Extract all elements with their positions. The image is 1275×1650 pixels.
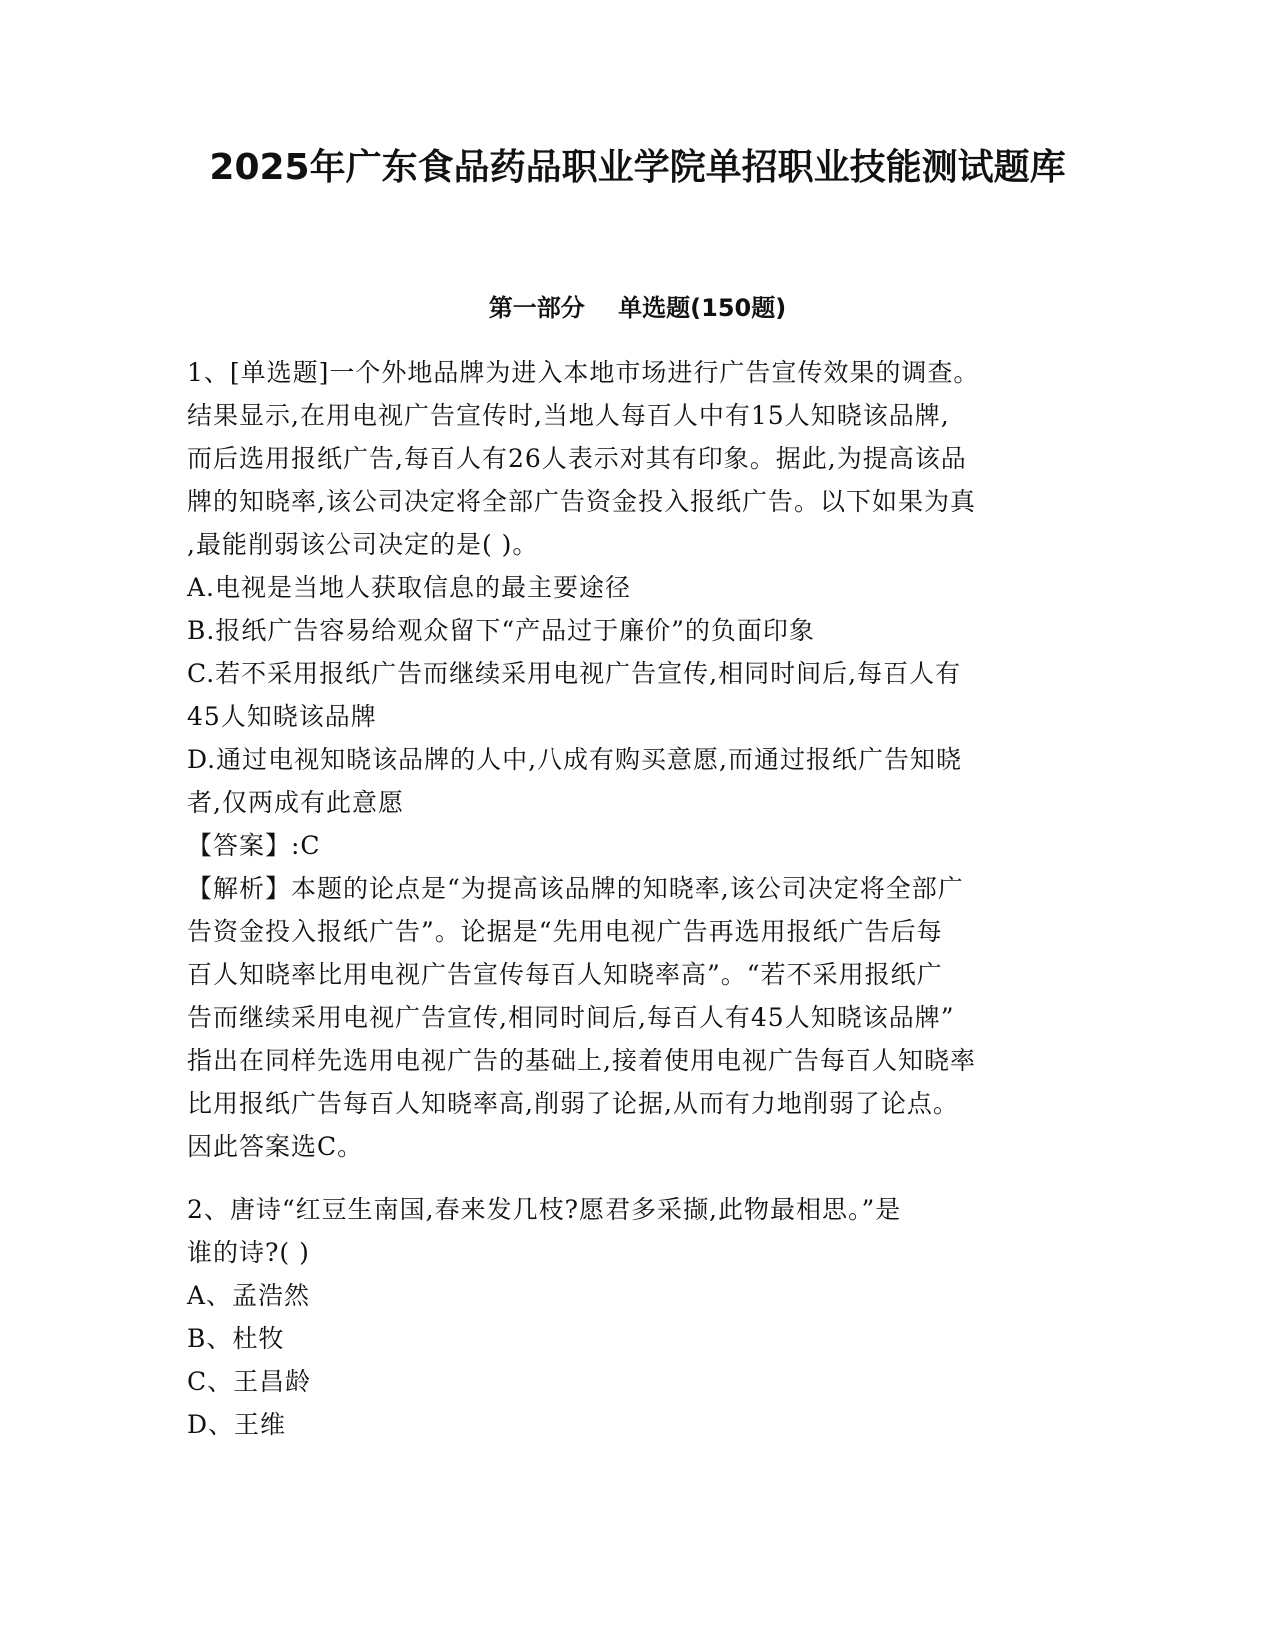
question-1-option-d [187, 738, 1067, 824]
document-title: 2025年广东食品药品职业学院单招职业技能测试题库 [209, 147, 1066, 188]
analysis-line: 百人知晓率比用电视广告宣传每百人知晓率高”。“若不采用报纸广 [187, 960, 943, 989]
analysis-line: 告资金投入报纸广告”。论据是“先用电视广告再选用报纸广告后每 [187, 917, 943, 946]
question-1-stem-line: 1、[单选题]一个外地品牌为进入本地市场进行广告宣传效果的调查。 [187, 358, 980, 387]
question-2-stem-line: 谁的诗?( ) [187, 1238, 310, 1267]
question-1-option-c [187, 652, 1067, 738]
question-1-stem [187, 351, 1067, 566]
analysis-line: 告而继续采用电视广告宣传,相同时间后,每百人有45人知晓该品牌” [187, 1003, 955, 1032]
question-2 [187, 1188, 1067, 1446]
question-1-stem-line: 而后选用报纸广告,每百人有26人表示对其有印象。据此,为提高该品 [187, 444, 967, 473]
option-line: B.报纸广告容易给观众留下“产品过于廉价”的负面印象 [187, 616, 815, 645]
question-1-answer: 【答案】:C [187, 831, 321, 860]
option-line: 45人知晓该品牌 [187, 702, 377, 731]
option-line: 者,仅两成有此意愿 [187, 788, 404, 817]
option-line: C.若不采用报纸广告而继续采用电视广告宣传,相同时间后,每百人有 [187, 659, 962, 688]
question-2-option-b: B、杜牧 [187, 1324, 285, 1353]
question-2-option-a: A、孟浩然 [187, 1281, 311, 1310]
question-2-option-c: C、王昌龄 [187, 1367, 312, 1396]
question-1-option-a [187, 566, 1067, 609]
analysis-line: 指出在同样先选用电视广告的基础上,接着使用电视广告每百人知晓率 [187, 1046, 976, 1075]
question-2-option-d: D、王维 [187, 1410, 287, 1439]
question-1-stem-line: 结果显示,在用电视广告宣传时,当地人每百人中有15人知晓该品牌, [187, 401, 950, 430]
question-1-option-b [187, 609, 1067, 652]
question-1 [187, 351, 1067, 1168]
section-title: 第一部分 单选题(150题) [488, 294, 787, 322]
question-1-stem-line: ,最能削弱该公司决定的是( )。 [187, 530, 539, 559]
question-1-analysis [187, 867, 1067, 1168]
analysis-line: 比用报纸广告每百人知晓率高,削弱了论据,从而有力地削弱了论点。 [187, 1089, 959, 1118]
question-2-stem-line: 2、唐诗“红豆生南国,春来发几枝?愿君多采撷,此物最相思。”是 [187, 1195, 902, 1224]
option-line: D.通过电视知晓该品牌的人中,八成有购买意愿,而通过报纸广告知晓 [187, 745, 962, 774]
analysis-line: 【解析】本题的论点是“为提高该品牌的知晓率,该公司决定将全部广 [187, 874, 964, 903]
option-line: A.电视是当地人获取信息的最主要途径 [187, 573, 632, 602]
analysis-line: 因此答案选C。 [187, 1132, 364, 1161]
question-1-stem-line: 牌的知晓率,该公司决定将全部广告资金投入报纸广告。以下如果为真 [187, 487, 976, 516]
question-2-stem [187, 1188, 1067, 1274]
